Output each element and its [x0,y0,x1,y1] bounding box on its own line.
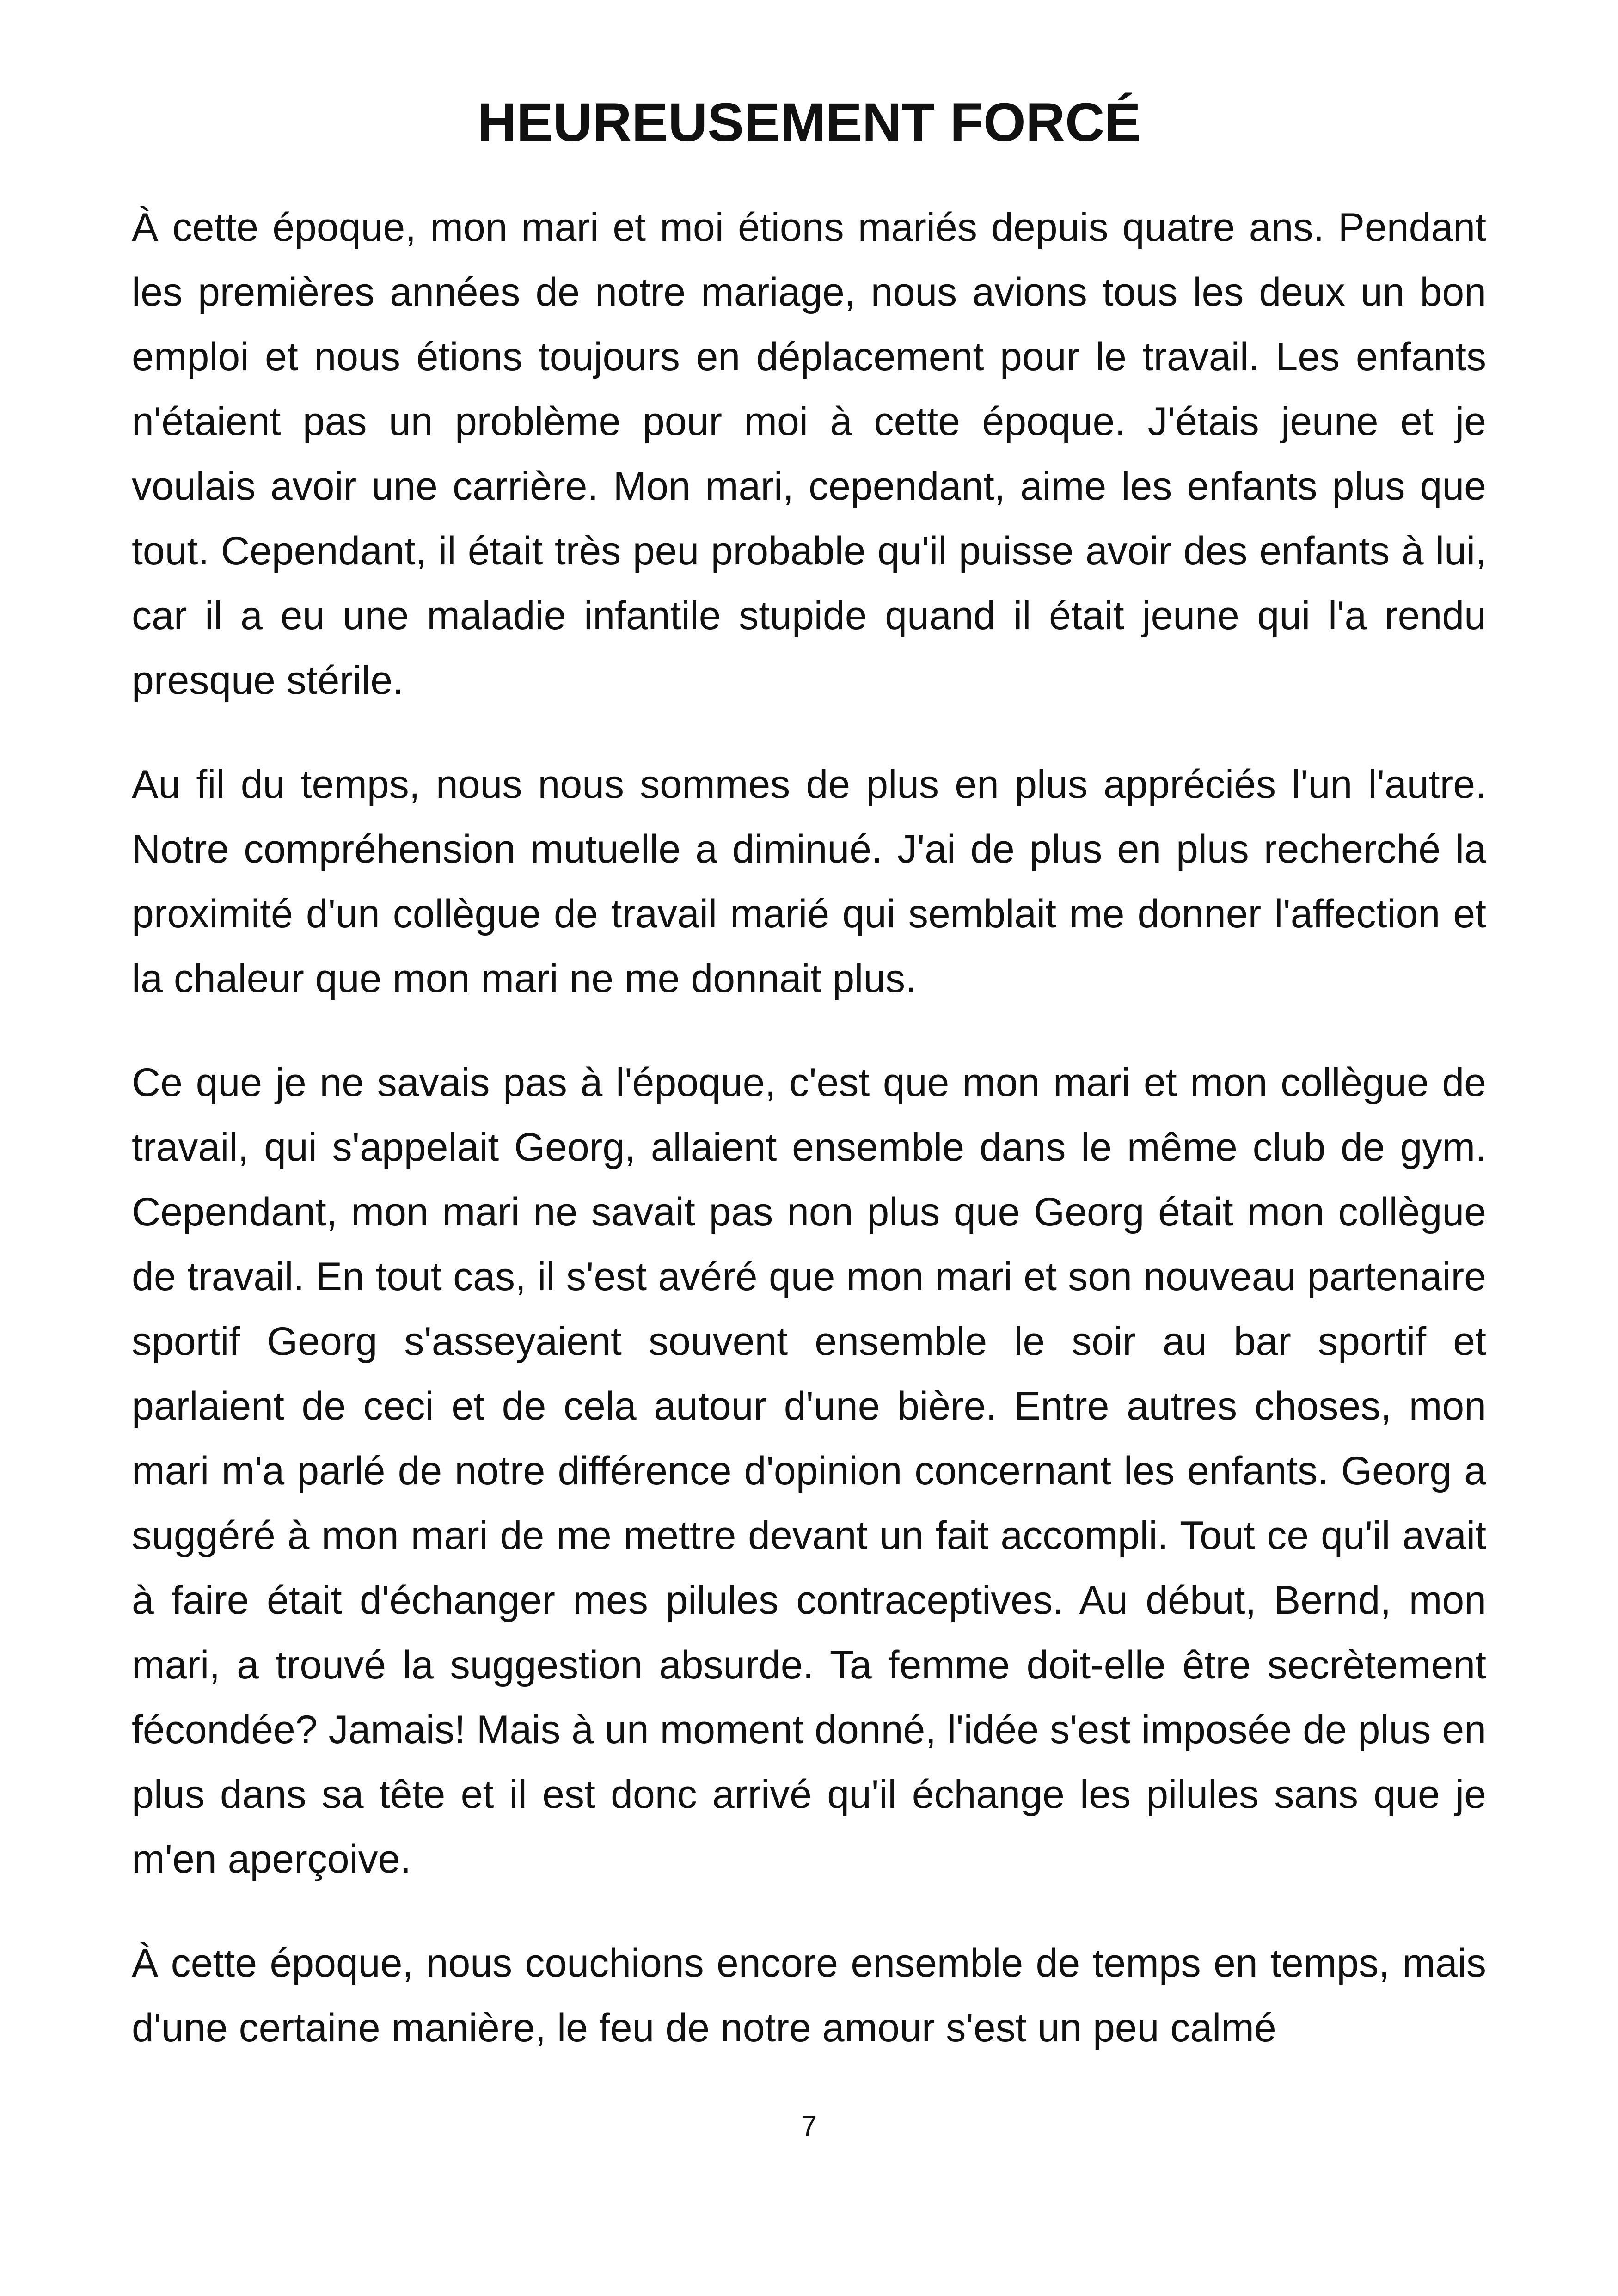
page-title: HEUREUSEMENT FORCÉ [477,92,1141,153]
paragraph-4: À cette époque, nous couchions encore ensemble de temps en temps, mais d'une certaine manière, le feu de notre amour s'est un peu calmé [132,1941,1486,2050]
body-text [132,195,1486,2060]
page-number: 7 [801,2110,817,2142]
paragraph-2: Au fil du temps, nous nous sommes de plus en plus appréciés l'un l'autre. Notre compréhension mutuelle a diminué. J'ai de plus en plus recherché la proximité d'un collègue de travail marié qui semblait me donner l'affection et la chaleur que mon mari ne me donnait plus. [132,762,1486,1001]
paragraph-3: Ce que je ne savais pas à l'époque, c'est que mon mari et mon collègue de travail, qui s'appelait Georg, allaient ensemble dans le même club de gym. Cependant, mon mari ne savait pas non plus que Georg était mon collègue de travail. En tout cas, il s'est avéré que mon mari et son nouveau partenaire sportif Georg s'asseyaient souvent ensemble le soir au bar sportif et parlaient de ceci et de cela autour d'une bière. Entre autres choses, mon mari m'a parlé de notre différence d'opinion concernant les enfants. Georg a suggéré à mon mari de me mettre devant un fait accompli. Tout ce qu'il avait à faire était d'échanger mes pilules contraceptives. Au début, Bernd, mon mari, a trouvé la suggestion absurde. Ta femme doit-elle être secrètement fécondée? Jamais! Mais à un moment donné, l'idée s'est imposée de plus en plus dans sa tête et il est donc arrivé qu'il échange les pilules sans que je m'en aperçoive. [132,1060,1486,1881]
paragraph-1: À cette époque, mon mari et moi étions mariés depuis quatre ans. Pendant les premières années de notre mariage, nous avions tous les deux un bon emploi et nous étions toujours en déplacement pour le travail. Les enfants n'étaient pas un problème pour moi à cette époque. J'étais jeune et je voulais avoir une carrière. Mon mari, cependant, aime les enfants plus que tout. Cependant, il était très peu probable qu'il puisse avoir des enfants à lui, car il a eu une maladie infantile stupide quand il était jeune qui l'a rendu presque stérile. [132,205,1486,703]
